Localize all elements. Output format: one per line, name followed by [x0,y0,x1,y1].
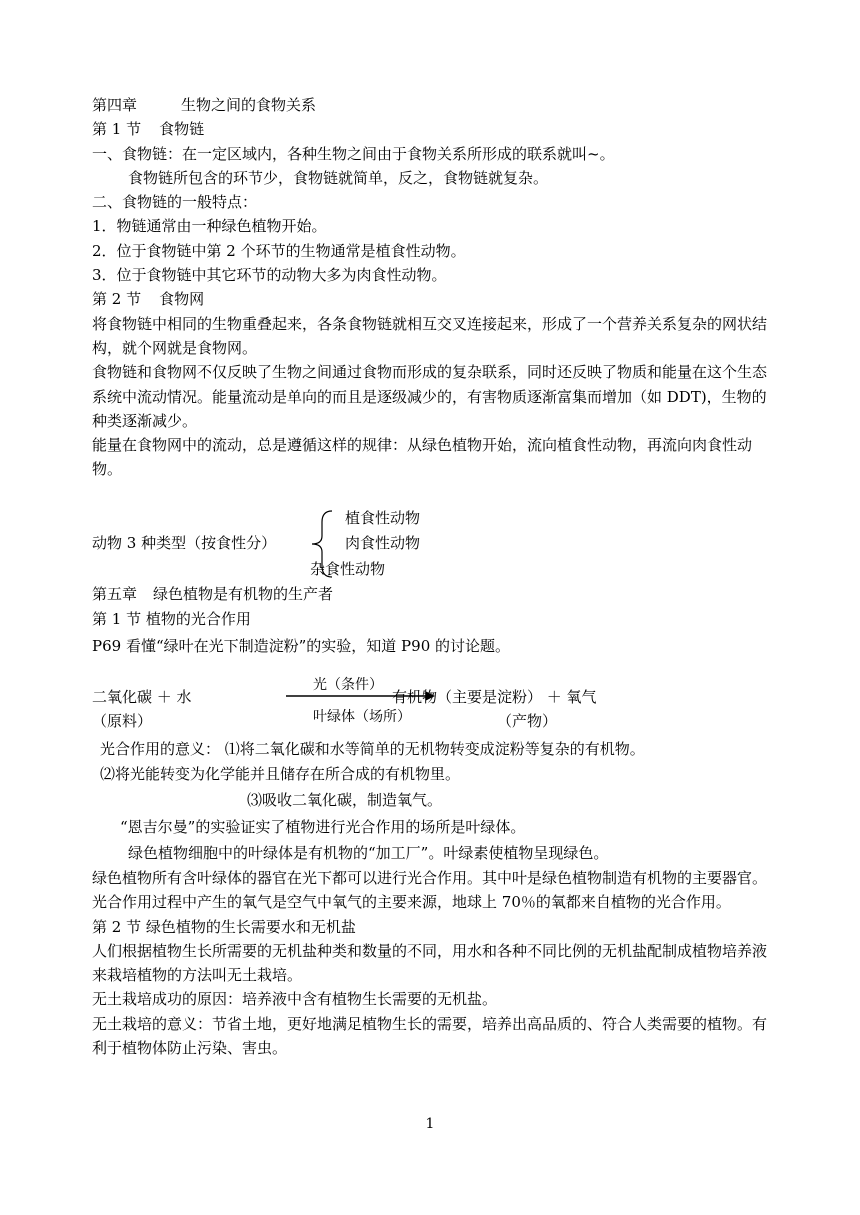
feature-item-3: 3．位于食物链中其它环节的动物大多为肉食性动物。 [92,266,447,285]
type-carnivore: 肉食性动物 [345,534,421,552]
animal-types-label: 动物 3 种类型（按食性分） [92,534,277,552]
equation-products: 有机物（主要是淀粉） ＋ 氧气 [392,688,597,706]
chloroplast-note: 绿色植物细胞中的叶绿体是有机物的“加工厂”。叶绿素使植物呈现绿色。 [128,844,609,862]
leaf-organ-paragraph: 绿色植物所有含叶绿体的器官在光下都可以进行光合作用。其中叶是绿色植物制造有机物的主要器官。光合作用过程中产生的氧气是空气中氧气的主要来源，地球上 70％的氧都来自植物的光合作用。 [92,869,768,912]
section-5-1-heading: 第 1 节 植物的光合作用 [92,610,251,628]
equation-condition: 光（条件） [313,677,383,693]
soilless-culture-reason: 无土栽培成功的原因：培养液中含有植物生长需要的无机盐。 [92,990,498,1009]
food-chain-features-heading: 二、食物链的一般特点： [92,193,258,212]
equation-product-label: （产物） [497,712,558,730]
photosynthesis-meaning-1: 光合作用的意义： ⑴将二氧化碳和水等简单的无机物转变成淀粉等复杂的有机物。 [100,740,645,758]
document-body [92,93,768,482]
photosynthesis-meaning-3: ⑶吸收二氧化碳，制造氧气。 [247,791,443,809]
type-herbivore: 植食性动物 [345,509,421,527]
type-omnivore: 杂食性动物 [310,560,386,578]
photosynthesis-meaning-2: ⑵将光能转变为化学能并且储存在所合成的有机物里。 [100,765,461,783]
food-chain-definition: 一、食物链：在一定区域内，各种生物之间由于食物关系所形成的联系就叫~。 [92,144,615,163]
lower-body [92,866,768,1060]
equation-site: 叶绿体（场所） [313,709,411,725]
section-1-heading: 第 1 节 食物链 [92,120,205,139]
food-web-significance: 食物链和食物网不仅反映了生物之间通过食物而形成的复杂联系，同时还反映了物质和能量在这个生态系统中流动情况。能量流动是单向的而且是逐级减少的，有害物质逐渐富集而增加（如 DDT)，生物的种类逐渐减少。 [92,363,768,430]
energy-flow-rule: 能量在食物网中的流动，总是遵循这样的规律：从绿色植物开始，流向植食性动物，再流向肉食性动物。 [92,436,753,479]
engelmann-experiment: “恩吉尔曼”的实验证实了植物进行光合作用的场所是叶绿体。 [120,818,526,836]
page-number: 1 [425,1116,435,1132]
feature-item-1: 1．物链通常由一种绿色植物开始。 [92,217,327,236]
food-chain-complexity: 食物链所包含的环节少，食物链就简单，反之，食物链就复杂。 [128,168,549,187]
p69-note: P69 看懂“绿叶在光下制造淀粉”的实验，知道 P90 的讨论题。 [92,637,511,655]
section-2-heading: 第 2 节 食物网 [92,290,205,309]
soilless-culture-significance: 无土栽培的意义：节省土地，更好地满足植物生长的需要，培养出高品质的、符合人类需要的植物。有利于植物体防止污染、害虫。 [92,1014,768,1058]
equation-reactants: 二氧化碳 ＋ 水 [92,688,192,706]
section-5-2-heading: 第 2 节 绿色植物的生长需要水和无机盐 [92,917,356,936]
equation-raw-label: （原料） [92,712,153,730]
soilless-culture-definition: 人们根据植物生长所需要的无机盐种类和数量的不同，用水和各种不同比例的无机盐配制成植物培养液来栽培植物的方法叫无土栽培。 [92,941,768,985]
food-web-definition: 将食物链中相同的生物重叠起来，各条食物链就相互交叉连接起来，形成了一个营养关系复杂的网状结构，就个网就是食物网。 [92,314,768,357]
chapter-5-heading: 第五章 绿色植物是有机物的生产者 [92,585,334,603]
chapter-4-heading: 第四章 生物之间的食物关系 [92,96,317,114]
feature-item-2: 2．位于食物链中第 2 个环节的生物通常是植食性动物。 [92,241,466,260]
